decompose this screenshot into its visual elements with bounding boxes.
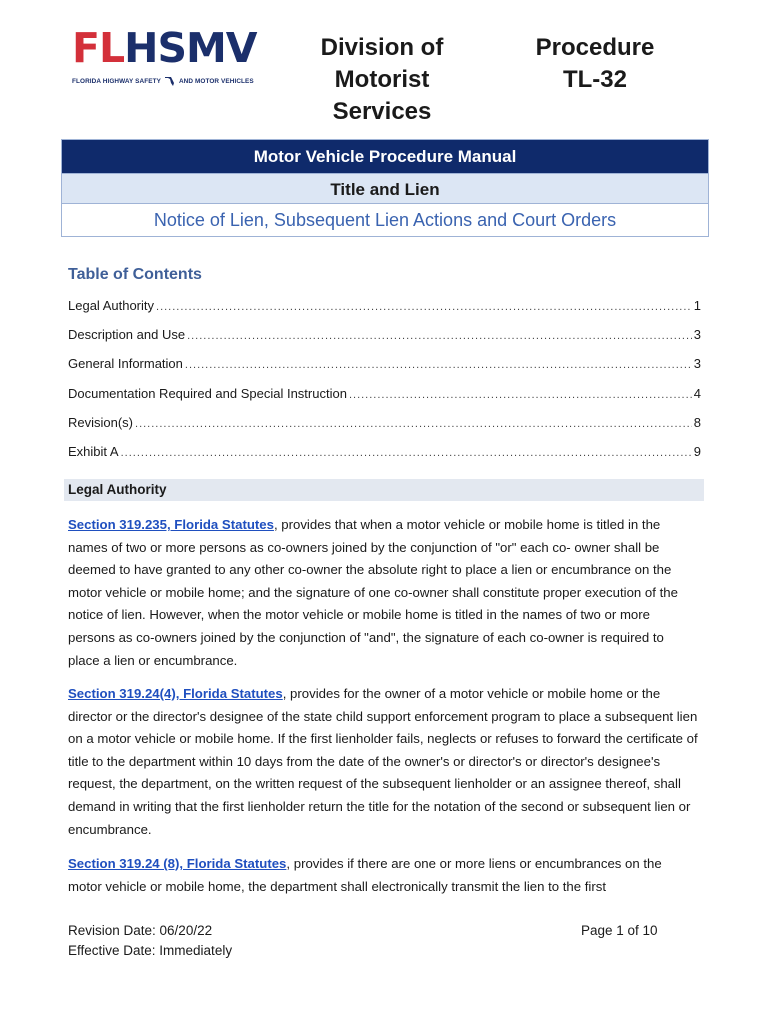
statute-link[interactable]: Section 319.235, Florida Statutes: [68, 517, 274, 532]
table-of-contents: [68, 298, 701, 473]
statute-link[interactable]: Section 319.24(4), Florida Statutes: [68, 686, 283, 701]
division-line2: Motorist Services: [332, 66, 432, 125]
toc-item-revisions[interactable]: [68, 415, 701, 444]
logo-h: H: [124, 24, 158, 72]
section-title: Title and Lien: [62, 173, 708, 204]
legal-authority-heading: Legal Authority: [64, 479, 704, 501]
subject-title: Notice of Lien, Subsequent Lien Actions and Court Orders: [62, 204, 708, 236]
logo-subtitle-left: FLORIDA HIGHWAY SAFETY: [72, 77, 161, 85]
logo-subtitle-right: AND MOTOR VEHICLES: [178, 77, 254, 85]
toc-item-page: 9: [693, 443, 701, 459]
logo-smv: SMV: [157, 24, 257, 72]
toc-item-label: Exhibit A: [68, 443, 119, 459]
toc-item-page: 4: [693, 385, 701, 401]
toc-leader-dots: [349, 389, 692, 401]
logo-subtitle: [72, 76, 264, 86]
revision-date: Revision Date: 06/20/22: [68, 923, 213, 938]
toc-item-documentation-required[interactable]: [68, 386, 701, 415]
toc-item-page: 3: [693, 327, 701, 343]
statute-link[interactable]: Section 319.24 (8), Florida Statutes: [68, 856, 287, 871]
effective-date: Effective Date: Immediately: [68, 943, 233, 958]
legal-paragraph: [68, 514, 698, 672]
procedure-number: TL-32: [562, 66, 627, 93]
logo-fl: FL: [72, 24, 125, 72]
toc-leader-dots: [187, 330, 692, 342]
paragraph-text: , provides if there are one or more liens or encumbrances on the motor vehicle or mobile home, the department shall electronically transmit the lien to the first: [68, 856, 662, 894]
toc-item-label: Revision(s): [68, 414, 134, 430]
division-heading: [282, 32, 482, 128]
toc-item-general-information[interactable]: [68, 356, 701, 385]
toc-item-legal-authority[interactable]: [68, 298, 701, 327]
procedure-heading: [520, 32, 670, 96]
florida-map-icon: [165, 76, 175, 86]
toc-item-label: General Information: [68, 356, 183, 372]
toc-item-exhibit-a[interactable]: [68, 444, 701, 473]
footer-dates: [68, 921, 232, 961]
division-line1: Division of: [320, 34, 444, 61]
manual-title: Motor Vehicle Procedure Manual: [62, 140, 708, 173]
toc-item-page: 1: [693, 298, 701, 313]
logo-wordmark: [72, 26, 264, 70]
toc-item-page: 8: [693, 414, 701, 430]
manual-title-box: [61, 139, 709, 237]
legal-paragraph: [68, 853, 698, 899]
toc-leader-dots: [121, 447, 692, 459]
toc-item-label: Documentation Required and Special Instruction: [68, 385, 347, 401]
flhsmv-logo: [72, 26, 264, 92]
toc-item-page: 3: [693, 356, 701, 372]
paragraph-text: , provides for the owner of a motor vehicle or mobile home or the director or the director's designee of the state child support enforcement program to place a subsequent lien on a motor vehicle or mobile home. If the first lienholder fails, neglects or refuses to forward the certificate of title to the department within 10 days from the date of the owner's or director's or director's designee's request, the department, on the written request of the subsequent lienholder or an assignee thereof, shall demand in writing that the first lienholder return the title for the notation of the second or subsequent lien or encumbrance.: [68, 686, 698, 837]
toc-item-description-and-use[interactable]: [68, 327, 701, 356]
toc-leader-dots: [185, 359, 692, 371]
procedure-line1: Procedure: [535, 34, 655, 61]
legal-paragraph: [68, 683, 698, 841]
page-number: Page 1 of 10: [581, 923, 658, 938]
toc-leader-dots: [156, 301, 692, 313]
toc-heading: Table of Contents: [68, 266, 202, 283]
toc-item-label: Description and Use: [68, 327, 186, 343]
toc-leader-dots: [135, 418, 692, 430]
toc-item-label: Legal Authority: [68, 298, 155, 313]
paragraph-text: , provides that when a motor vehicle or mobile home is titled in the names of two or more persons as co-owners joined by the conjunction of "or" each co- owner shall be deemed to have granted to any other co-owner the absolute right to place a lien or encumbrance on the motor vehicle or mobile home; and the signature of one co-owner shall constitute proper execution of the notice of lien. However, when the motor vehicle or mobile home is titled in the names of two or more persons as co-owners joined by the conjunction of "and", the signature of each co-owner is required to place a lien or encumbrance.: [68, 517, 678, 668]
